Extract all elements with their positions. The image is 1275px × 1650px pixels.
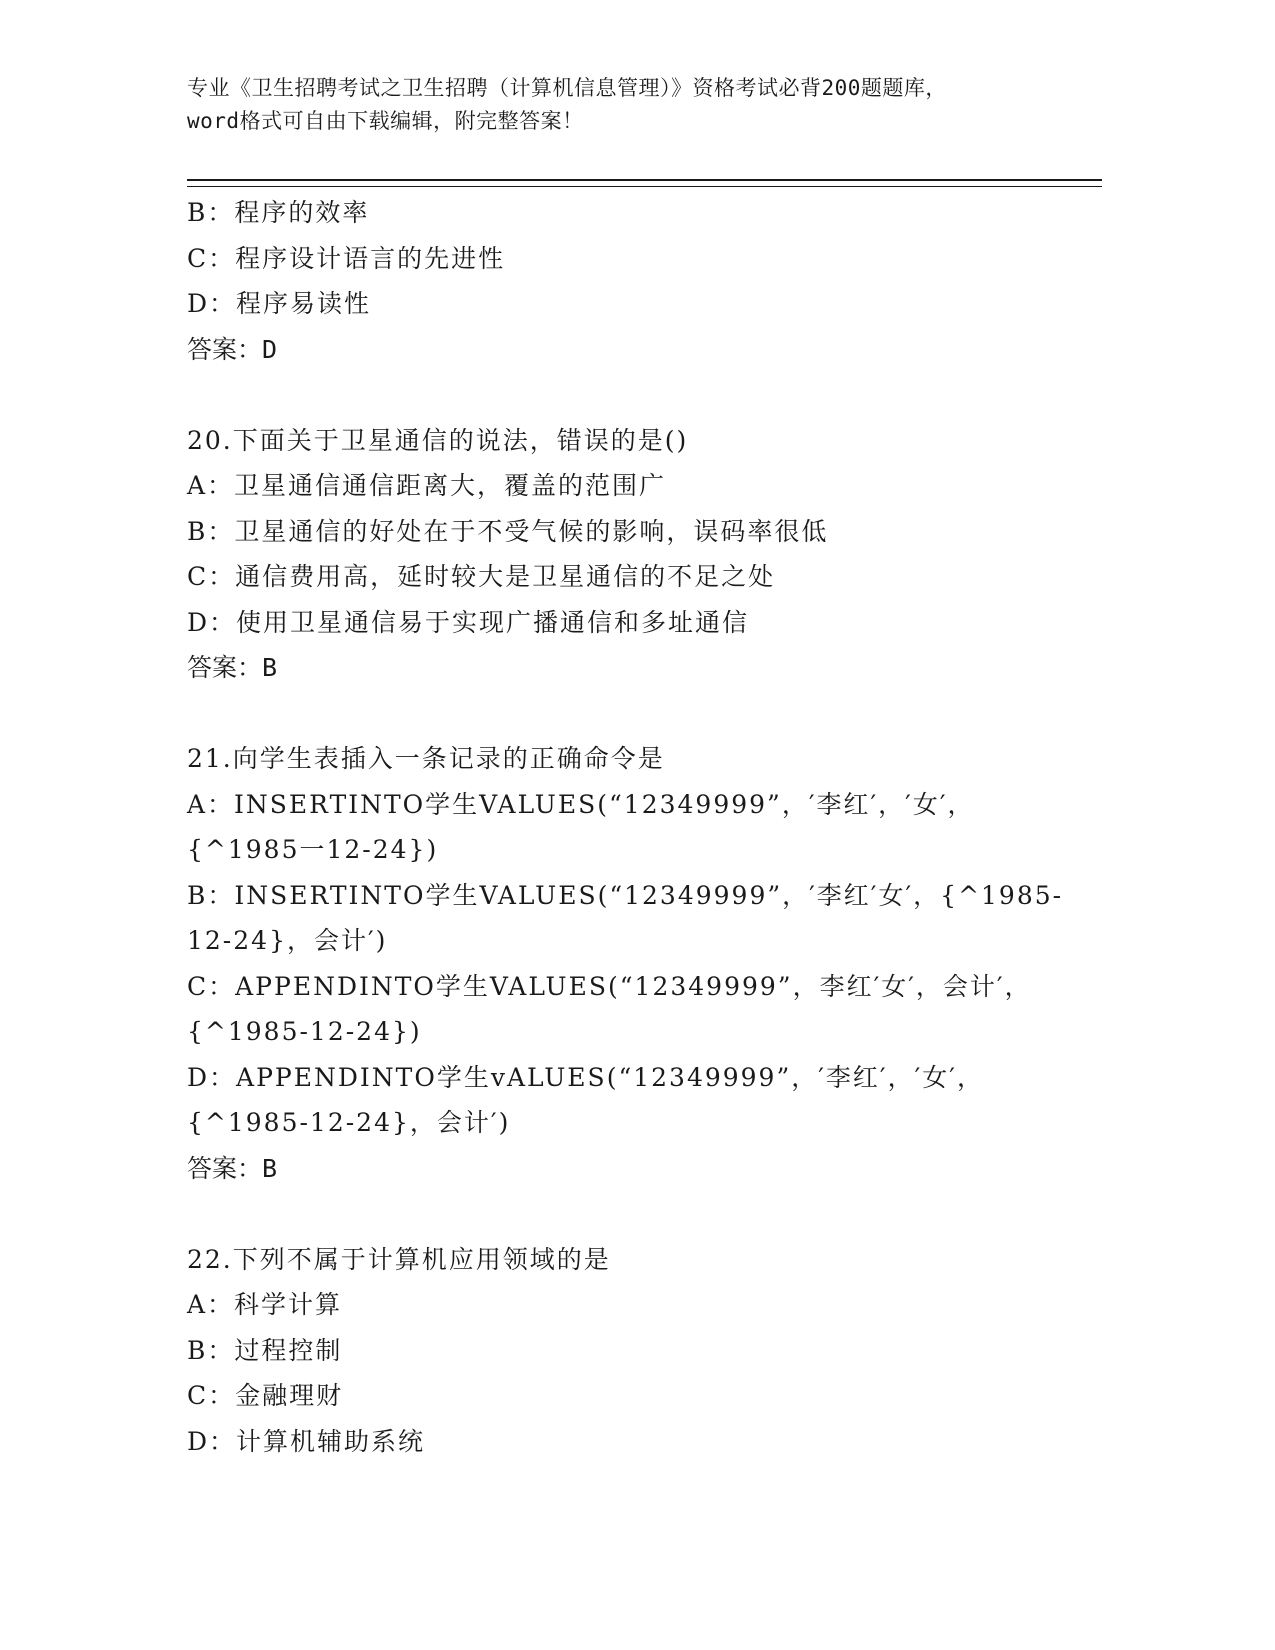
question-20 <box>187 418 1087 691</box>
option-b: B：过程控制 <box>187 1335 343 1365</box>
option-b: B：INSERTINTO学生VALUES(“12349999”，′李红′女′，{^1985- <box>187 880 1064 910</box>
answer-line: 答案：B <box>187 653 278 682</box>
document-header <box>187 72 1087 138</box>
spacer <box>187 691 1087 737</box>
question-19-tail <box>187 190 1087 372</box>
question-21 <box>187 736 1087 1191</box>
option-c: C：APPENDINTO学生VALUES(“12349999”，李红′女′，会计′， <box>187 971 1032 1001</box>
option-b-continued: 12-24}，会计′) <box>187 926 388 955</box>
spacer <box>187 1191 1087 1237</box>
header-line-1: 专业《卫生招聘考试之卫生招聘（计算机信息管理）》资格考试必背200题题库， <box>187 76 947 100</box>
option-a: A：科学计算 <box>187 1290 343 1319</box>
question-content <box>187 190 1087 1464</box>
question-title: 20.下面关于卫星通信的说法，错误的是() <box>187 425 689 455</box>
option-d: D：程序易读性 <box>187 289 372 318</box>
option-b: B：程序的效率 <box>187 198 370 227</box>
header-line-2: word格式可自由下载编辑，附完整答案！ <box>187 109 584 133</box>
option-c-continued: {^1985-12-24}) <box>187 1017 422 1046</box>
option-d: D：APPENDINTO学生vALUES(“12349999”，′李红′，′女′， <box>187 1062 984 1092</box>
option-a: A：卫星通信通信距离大，覆盖的范围广 <box>187 471 667 500</box>
option-c: C：金融理财 <box>187 1381 344 1410</box>
option-c: C：程序设计语言的先进性 <box>187 243 506 273</box>
option-a: A：INSERTINTO学生VALUES(“12349999”，′李红′，′女′， <box>187 789 975 819</box>
header-divider <box>187 179 1102 187</box>
option-a-continued: {^1985一12-24}) <box>187 835 439 864</box>
question-22 <box>187 1237 1087 1465</box>
answer-line: 答案：B <box>187 1153 278 1183</box>
question-title: 22.下列不属于计算机应用领域的是 <box>187 1244 611 1274</box>
option-d: D：计算机辅助系统 <box>187 1426 426 1456</box>
question-title: 21.向学生表插入一条记录的正确命令是 <box>187 744 665 773</box>
option-b: B：卫星通信的好处在于不受气候的影响，误码率很低 <box>187 516 829 546</box>
option-c: C：通信费用高，延时较大是卫星通信的不足之处 <box>187 562 776 591</box>
spacer <box>187 372 1087 418</box>
answer-line: 答案：D <box>187 334 278 364</box>
option-d-continued: {^1985-12-24}，会计′) <box>187 1108 511 1137</box>
option-d: D：使用卫星通信易于实现广播通信和多址通信 <box>187 607 750 637</box>
